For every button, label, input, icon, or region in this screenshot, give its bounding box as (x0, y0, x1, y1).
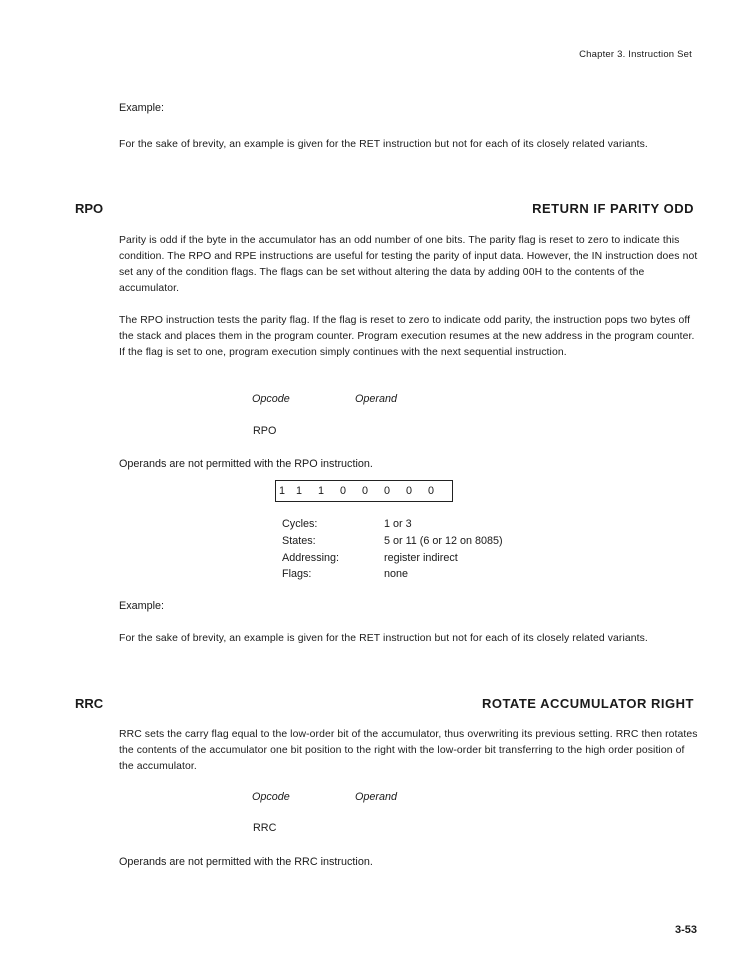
rpo-opcode-heading: Opcode (252, 393, 290, 405)
bit: 1 (295, 485, 302, 497)
rpo-example-text: For the sake of brevity, an example is given for the RET instruction but not for each of its closely related variants. (119, 633, 648, 644)
rpo-paragraph-2: The RPO instruction tests the parity flag. If the flag is reset to zero to indicate odd parity, the instruction pops two bytes off the stack and places them in the program counter. Program execution resumes at the new address in the program counter. If the flag is set to one, program execution simply continues with the next sequential instruction. (119, 315, 695, 358)
rpo-example-label: Example: (119, 600, 165, 612)
bit: 0 (383, 485, 390, 497)
bit: 0 (405, 485, 412, 497)
rpo-operand-heading: Operand (355, 393, 398, 405)
example-label: Example: (119, 102, 165, 114)
bit: 0 (339, 485, 346, 497)
rpo-mnemonic: RPO (75, 201, 104, 216)
bit: 1 (278, 485, 285, 497)
bit: 0 (361, 485, 368, 497)
rrc-opcode-heading: Opcode (252, 791, 290, 803)
flags-label: Flags: (282, 568, 312, 580)
rpo-bit-pattern (275, 480, 453, 502)
cycles-label: Cycles: (282, 518, 318, 530)
states-label: States: (282, 535, 316, 547)
running-head: Chapter 3. Instruction Set (579, 49, 692, 60)
rpo-opcode: RPO (253, 425, 277, 437)
flags-value: none (384, 568, 409, 580)
rpo-title: RETURN IF PARITY ODD (532, 201, 694, 216)
rpo-paragraph-1: Parity is odd if the byte in the accumulator has an odd number of one bits. The parity flag is reset to zero to indicate this condition. The RPO and RPE instructions are useful for testing the parity of input data. However, the IN instruction does not set any of the condition flags. The flags can be set without altering the data by adding 00H to the contents of the accumulator. (119, 235, 698, 294)
rrc-paragraph-1: RRC sets the carry flag equal to the low-order bit of the accumulator, thus overwriting its previous setting. RRC then rotates the contents of the accumulator one bit position to the right with the low-order bit transferring to the high order position of the accumulator. (119, 729, 698, 772)
bit: 1 (317, 485, 324, 497)
rrc-operands-note: Operands are not permitted with the RRC instruction. (119, 856, 373, 868)
bit: 0 (427, 485, 434, 497)
page-number: 3-53 (674, 924, 697, 936)
rrc-operand-heading: Operand (355, 791, 398, 803)
states-value: 5 or 11 (6 or 12 on 8085) (384, 535, 503, 547)
rrc-title: ROTATE ACCUMULATOR RIGHT (481, 696, 694, 711)
example-text: For the sake of brevity, an example is given for the RET instruction but not for each of its closely related variants. (119, 139, 648, 150)
rpo-operands-note: Operands are not permitted with the RPO instruction. (119, 458, 373, 470)
addressing-label: Addressing: (282, 552, 340, 564)
addressing-value: register indirect (384, 552, 458, 564)
cycles-value: 1 or 3 (384, 518, 412, 530)
rrc-opcode: RRC (253, 822, 277, 834)
rrc-mnemonic: RRC (75, 696, 104, 711)
